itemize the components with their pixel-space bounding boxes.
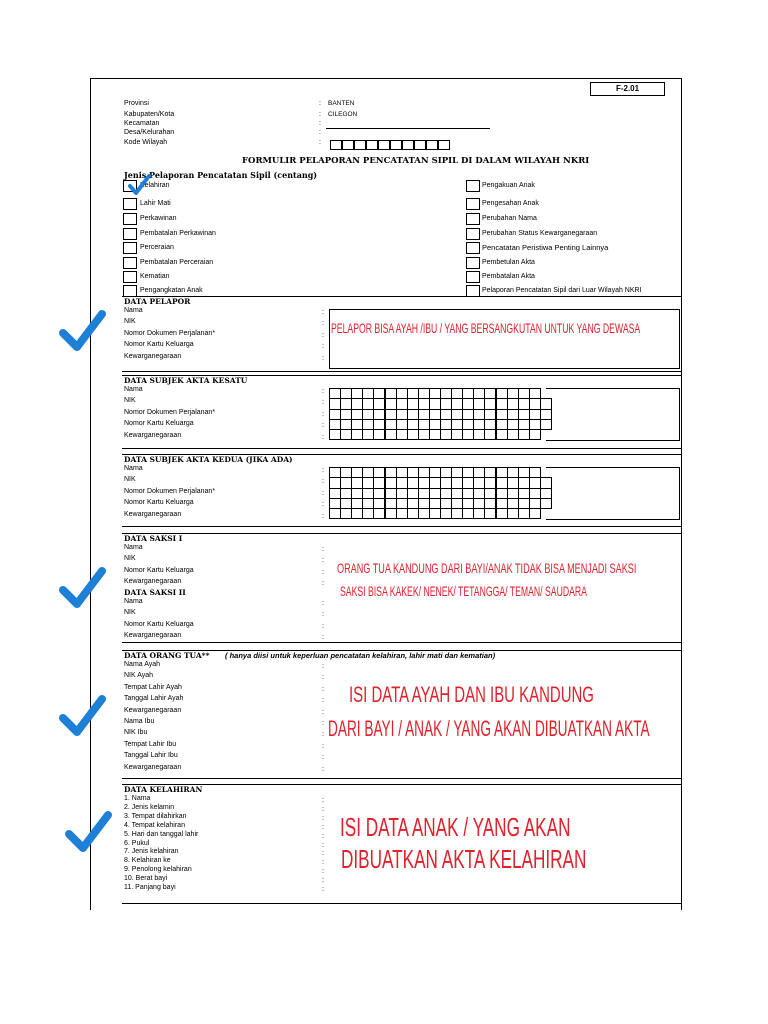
jenis-checkbox[interactable] — [123, 242, 137, 254]
header-colon: : — [319, 129, 321, 136]
field-colon: : — [322, 663, 324, 670]
jenis-label: Pembetulan Akta — [482, 259, 535, 266]
grid-extension — [546, 388, 680, 441]
field-colon: : — [322, 868, 324, 876]
field-label: NIK — [124, 476, 136, 484]
field-label: 5. Hari dan tanggal lahir — [124, 830, 199, 838]
jenis-label: Pembatalan Perceraian — [140, 259, 214, 266]
field-colon: : — [322, 546, 324, 553]
pelapor-annotation: PELAPOR BISA AYAH /IBU / YANG BERSANGKUTAN UNTUK YANG DEWASA — [331, 320, 641, 336]
field-label: Nomor Kartu Keluarga — [124, 620, 194, 628]
field-label: Kewarganegaraan — [124, 510, 182, 518]
header-colon: : — [319, 139, 321, 146]
field-colon: : — [322, 410, 324, 418]
header-label: Kabupaten/Kota — [124, 111, 175, 118]
field-label: Nama — [124, 386, 143, 393]
header-value: CILEGON — [328, 111, 358, 118]
field-label: Nama — [124, 598, 143, 605]
field-label: Nomor Kartu Keluarga — [124, 566, 194, 574]
field-colon: : — [322, 568, 324, 576]
section-title: DATA ORANG TUA** — [124, 651, 210, 660]
field-colon: : — [322, 422, 324, 430]
field-colon: : — [322, 512, 324, 520]
field-colon: : — [322, 832, 324, 840]
pelapor-annotation-box — [329, 309, 680, 369]
field-label: NIK Ibu — [124, 729, 148, 737]
field-label: Nama — [124, 465, 143, 472]
jenis-label: Pengesahan Anak — [482, 200, 539, 207]
field-label: 8. Kelahiran ke — [124, 857, 171, 865]
field-label: Nomor Dokumen Perjalanan* — [124, 408, 216, 416]
check-kelahiran-icon — [126, 172, 152, 198]
section-top-line — [122, 533, 682, 534]
field-colon: : — [322, 489, 324, 497]
section-title: DATA PELAPOR — [124, 297, 191, 306]
field-label: NIK — [124, 397, 136, 405]
field-label: NIK — [124, 318, 136, 326]
field-label: Kewarganegaraan — [124, 706, 182, 714]
field-label: Nomor Kartu Keluarga — [124, 499, 194, 507]
field-label: Nama — [124, 307, 143, 314]
field-colon: : — [322, 354, 324, 362]
field-label: Nama — [124, 544, 143, 551]
field-label: 3. Tempat dilahirkan — [124, 812, 187, 820]
jenis-checkbox[interactable] — [466, 271, 480, 283]
jenis-label: Perceraian — [140, 244, 174, 251]
field-label: Nomor Kartu Keluarga — [124, 420, 194, 428]
section-title: DATA SUBJEK AKTA KEDUA (JIKA ADA) — [124, 455, 293, 464]
field-colon: : — [322, 388, 324, 395]
field-colon: : — [322, 580, 324, 588]
header-value: BANTEN — [328, 100, 355, 107]
jenis-checkbox[interactable] — [123, 228, 137, 240]
section-bottom-line — [122, 642, 682, 643]
field-colon: : — [322, 805, 324, 813]
field-colon: : — [322, 685, 324, 693]
field-colon: : — [322, 765, 324, 773]
grid-cell[interactable] — [529, 429, 541, 440]
field-colon: : — [322, 399, 324, 407]
jenis-label: Pencatatan Peristiwa Penting Lainnya — [482, 243, 609, 252]
field-label: Nomor Dokumen Perjalanan* — [124, 487, 216, 495]
anak-annotation-line1: ISI DATA ANAK / YANG AKAN — [340, 812, 571, 842]
field-label: 9. Penolong kelahiran — [124, 866, 192, 874]
header-colon: : — [319, 120, 321, 127]
field-colon: : — [322, 622, 324, 630]
section-title: DATA KELAHIRAN — [124, 785, 203, 794]
field-colon: : — [322, 877, 324, 885]
field-label: Kewarganegaraan — [124, 352, 182, 360]
header-colon: : — [319, 111, 321, 118]
section-bottom-line — [122, 778, 682, 779]
field-label: Tanggal Lahir Ibu — [124, 752, 178, 760]
jenis-checkbox[interactable] — [466, 213, 480, 225]
field-colon: : — [322, 797, 324, 804]
grid-cell[interactable] — [529, 508, 541, 519]
field-label: Kewarganegaraan — [124, 578, 182, 586]
field-colon: : — [322, 697, 324, 705]
jenis-label: Pengakuan Anak — [482, 182, 535, 189]
field-colon: : — [322, 823, 324, 831]
section-title: DATA SUBJEK AKTA KESATU — [124, 376, 248, 385]
jenis-label: Pengangkatan Anak — [140, 287, 203, 294]
field-colon: : — [322, 600, 324, 607]
field-colon: : — [322, 320, 324, 328]
jenis-checkbox[interactable] — [123, 257, 137, 269]
field-colon: : — [322, 309, 324, 316]
field-colon: : — [322, 557, 324, 565]
jenis-checkbox[interactable] — [466, 257, 480, 269]
section-top-line — [122, 784, 682, 785]
field-label: Kewarganegaraan — [124, 431, 182, 439]
section-top-line — [122, 296, 682, 297]
field-colon: : — [322, 467, 324, 474]
jenis-label: Kematian — [140, 273, 170, 280]
anak-annotation-line2: DIBUATKAN AKTA KELAHIRAN — [341, 844, 587, 874]
field-colon: : — [322, 501, 324, 509]
field-colon: : — [322, 731, 324, 739]
field-label: NIK Ayah — [124, 672, 154, 680]
saksi-annotation-line1: ORANG TUA KANDUNG DARI BAYI/ANAK TIDAK BISA MENJADI SAKSI — [337, 560, 637, 576]
field-colon: : — [322, 720, 324, 727]
form-bottom-line — [122, 903, 682, 904]
kode-wilayah-boxes — [330, 137, 450, 148]
jenis-label: Jenis Pelaporan Pencatatan Sipil (centang) — [124, 170, 318, 180]
check-ortu-icon — [56, 690, 108, 742]
field-colon: : — [322, 742, 324, 750]
jenis-checkbox[interactable] — [123, 271, 137, 283]
check-anak-icon — [62, 806, 114, 858]
field-label: 7. Jenis kelahiran — [124, 848, 179, 856]
field-colon: : — [322, 674, 324, 682]
field-label: 10. Berat bayi — [124, 875, 168, 883]
jenis-checkbox[interactable] — [466, 180, 480, 192]
field-label: Nama Ibu — [124, 718, 155, 725]
field-colon: : — [322, 814, 324, 822]
jenis-label: Kelahiran — [140, 182, 170, 189]
field-colon: : — [322, 611, 324, 619]
jenis-label: Pembatalan Akta — [482, 273, 535, 280]
jenis-checkbox[interactable] — [466, 228, 480, 240]
check-pelapor-icon — [56, 305, 108, 357]
jenis-label: Lahir Mati — [140, 200, 171, 207]
field-colon: : — [322, 343, 324, 351]
field-label: NIK — [124, 555, 136, 563]
field-label: Nama Ayah — [124, 661, 161, 668]
field-colon: : — [322, 859, 324, 867]
field-label: 2. Jenis kelamin — [124, 803, 175, 811]
field-colon: : — [322, 478, 324, 486]
jenis-checkbox[interactable] — [466, 242, 480, 254]
field-label: NIK — [124, 609, 136, 617]
header-label: Provinsi — [124, 100, 149, 107]
field-label: Tempat Lahir Ayah — [124, 683, 182, 691]
form-title: FORMULIR PELAPORAN PENCATATAN SIPIL DI DALAM WILAYAH NKRI — [242, 156, 590, 166]
field-label: 1. Nama — [124, 795, 151, 802]
header-colon: : — [319, 100, 321, 107]
section-bottom-line — [122, 448, 682, 449]
field-colon: : — [322, 841, 324, 849]
jenis-label: Perkawinan — [140, 215, 177, 222]
grid-extension — [546, 467, 680, 520]
field-colon: : — [322, 708, 324, 716]
field-label: Kewarganegaraan — [124, 632, 182, 640]
field-label: 6. Pukul — [124, 839, 150, 847]
form-code-box: F-2.01 — [590, 82, 665, 96]
field-label: Tempat Lahir Ibu — [124, 740, 177, 748]
field-colon: : — [322, 886, 324, 893]
header-label: Desa/Kelurahan — [124, 129, 175, 136]
header-label: Kecamatan — [124, 120, 160, 127]
section-bottom-line — [122, 526, 682, 527]
jenis-checkbox[interactable] — [123, 213, 137, 225]
jenis-label: Perubahan Nama — [482, 215, 537, 222]
field-label: Nomor Kartu Keluarga — [124, 341, 194, 349]
jenis-checkbox[interactable] — [123, 198, 137, 210]
jenis-label: Pembatalan Perkawinan — [140, 230, 216, 237]
check-saksi-icon — [56, 562, 108, 614]
ortu-annotation-line2: DARI BAYI / ANAK / YANG AKAN DIBUATKAN AKTA — [328, 716, 650, 741]
field-label: 11. Panjang bayi — [124, 884, 176, 891]
section-title: DATA SAKSI II — [124, 588, 186, 597]
header-label: Kode Wilayah — [124, 139, 168, 146]
field-label: 4. Tempat kelahiran — [124, 821, 185, 829]
field-colon: : — [322, 754, 324, 762]
jenis-label: Perubahan Status Kewarganegaraan — [482, 230, 598, 237]
jenis-checkbox[interactable] — [466, 198, 480, 210]
kecamatan-line — [326, 128, 490, 129]
field-colon: : — [322, 433, 324, 441]
field-label: Kewarganegaraan — [124, 763, 182, 771]
saksi-annotation-line2: SAKSI BISA KAKEK/ NENEK/ TETANGGA/ TEMAN/ SAUDARA — [340, 583, 587, 599]
field-colon: : — [322, 331, 324, 339]
section-bottom-line — [122, 371, 682, 372]
section-note: ( hanya diisi untuk keperluan pencatatan kelahiran, lahir mati dan kematian) — [225, 651, 496, 660]
jenis-label: Pelaporan Pencatatan Sipil dari Luar Wilayah NKRI — [482, 287, 642, 294]
ortu-annotation-line1: ISI DATA AYAH DAN IBU KANDUNG — [349, 682, 594, 707]
field-colon: : — [322, 850, 324, 858]
section-title: DATA SAKSI I — [124, 534, 183, 543]
field-colon: : — [322, 634, 324, 642]
field-label: Nomor Dokumen Perjalanan* — [124, 329, 216, 337]
field-label: Tanggal Lahir Ayah — [124, 695, 184, 703]
